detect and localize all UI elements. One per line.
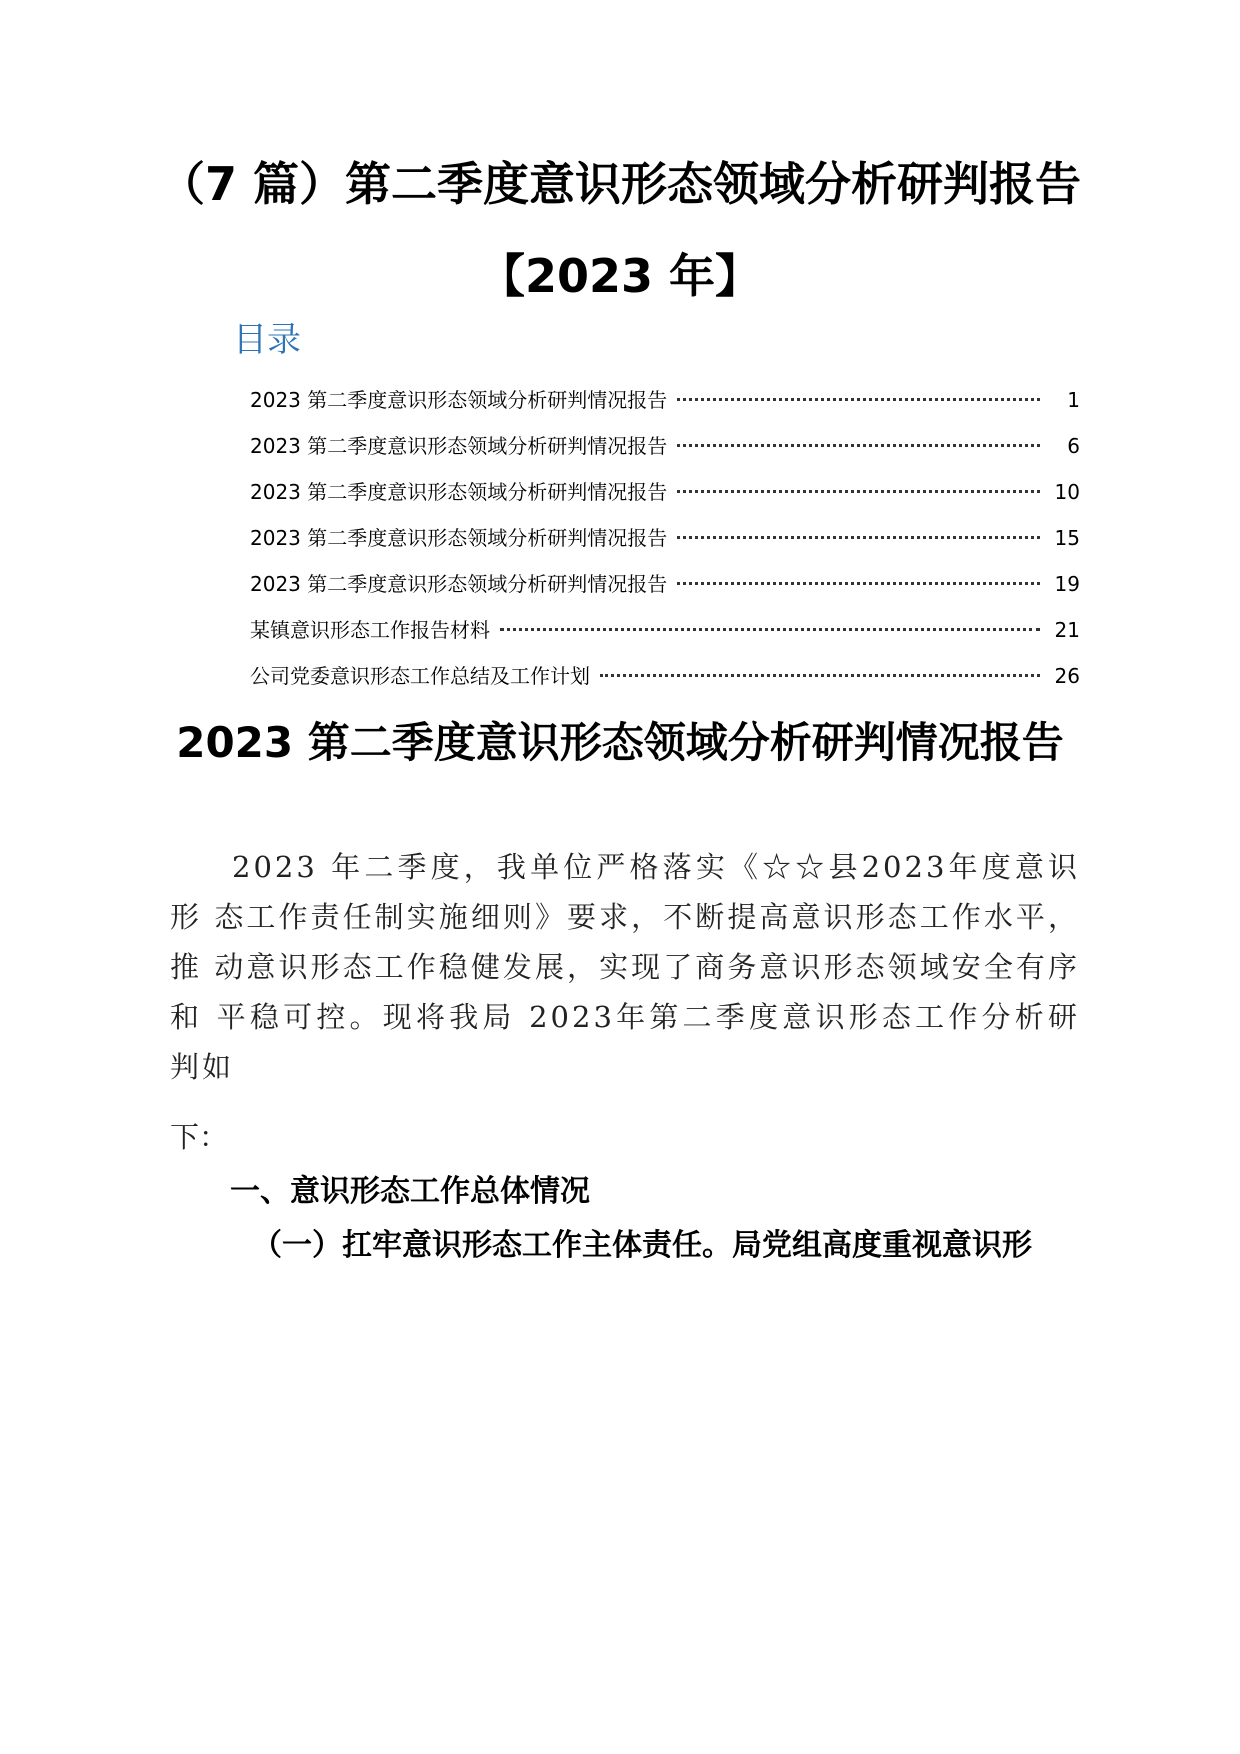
toc-dot-leader <box>677 398 1040 401</box>
toc-entry-page: 26 <box>1054 664 1080 688</box>
toc-entry-title: 2023 第二季度意识形态领域分析研判情况报告 <box>250 572 668 596</box>
toc-dot-leader <box>500 628 1040 631</box>
toc-entry-title: 2023 第二季度意识形态领域分析研判情况报告 <box>250 526 668 550</box>
toc-entry-page: 21 <box>1054 618 1080 642</box>
toc-dot-leader <box>677 582 1040 585</box>
toc-entry-page: 6 <box>1067 434 1080 458</box>
toc-entry[interactable] <box>250 476 1080 522</box>
heading-level2: 一、意识形态工作总体情况 <box>230 1174 590 1209</box>
toc-entry-title: 某镇意识形态工作报告材料 <box>250 618 490 642</box>
toc-dot-leader <box>677 444 1040 447</box>
toc-entry[interactable] <box>250 384 1080 430</box>
document-title-line1: （7 篇）第二季度意识形态领域分析研判报告 <box>158 157 1082 211</box>
toc-entry-page: 1 <box>1067 388 1080 412</box>
toc-entry-title: 公司党委意识形态工作总结及工作计划 <box>250 664 590 688</box>
toc-entry[interactable] <box>250 568 1080 614</box>
section-title: 2023 第二季度意识形态领域分析研判情况报告 <box>176 718 1064 767</box>
heading-level3: （一）扛牢意识形态工作主体责任。局党组高度重视意识形 <box>252 1228 1032 1263</box>
toc-entry-page: 19 <box>1054 572 1080 596</box>
toc-entry-title: 2023 第二季度意识形态领域分析研判情况报告 <box>250 434 668 458</box>
body-paragraph: 2023 年二季度，我单位严格落实《☆☆县2023年度意识形 态工作责任制实施细则》要求，不断提高意识形态工作水平，推 动意识形态工作稳健发展，实现了商务意识形态领域安全有序和 平稳可控。现将我局 2023年第二季度意识形态工作分析研判如 <box>170 850 1080 1084</box>
toc-entry[interactable] <box>250 614 1080 660</box>
toc-dot-leader <box>600 674 1040 677</box>
toc-entry-page: 15 <box>1054 526 1080 550</box>
toc-heading: 目录 <box>233 320 301 360</box>
toc-entry-title: 2023 第二季度意识形态领域分析研判情况报告 <box>250 480 668 504</box>
toc-entry[interactable] <box>250 660 1080 706</box>
body-paragraph-tail: 下： <box>170 1120 229 1154</box>
toc-entry-page: 10 <box>1054 480 1080 504</box>
toc-dot-leader <box>677 536 1040 539</box>
toc-dot-leader <box>677 490 1040 493</box>
toc-entry-title: 2023 第二季度意识形态领域分析研判情况报告 <box>250 388 668 412</box>
toc-entry[interactable] <box>250 522 1080 568</box>
document-title-line2: 【2023 年】 <box>478 249 762 303</box>
table-of-contents <box>250 384 1080 706</box>
toc-entry[interactable] <box>250 430 1080 476</box>
